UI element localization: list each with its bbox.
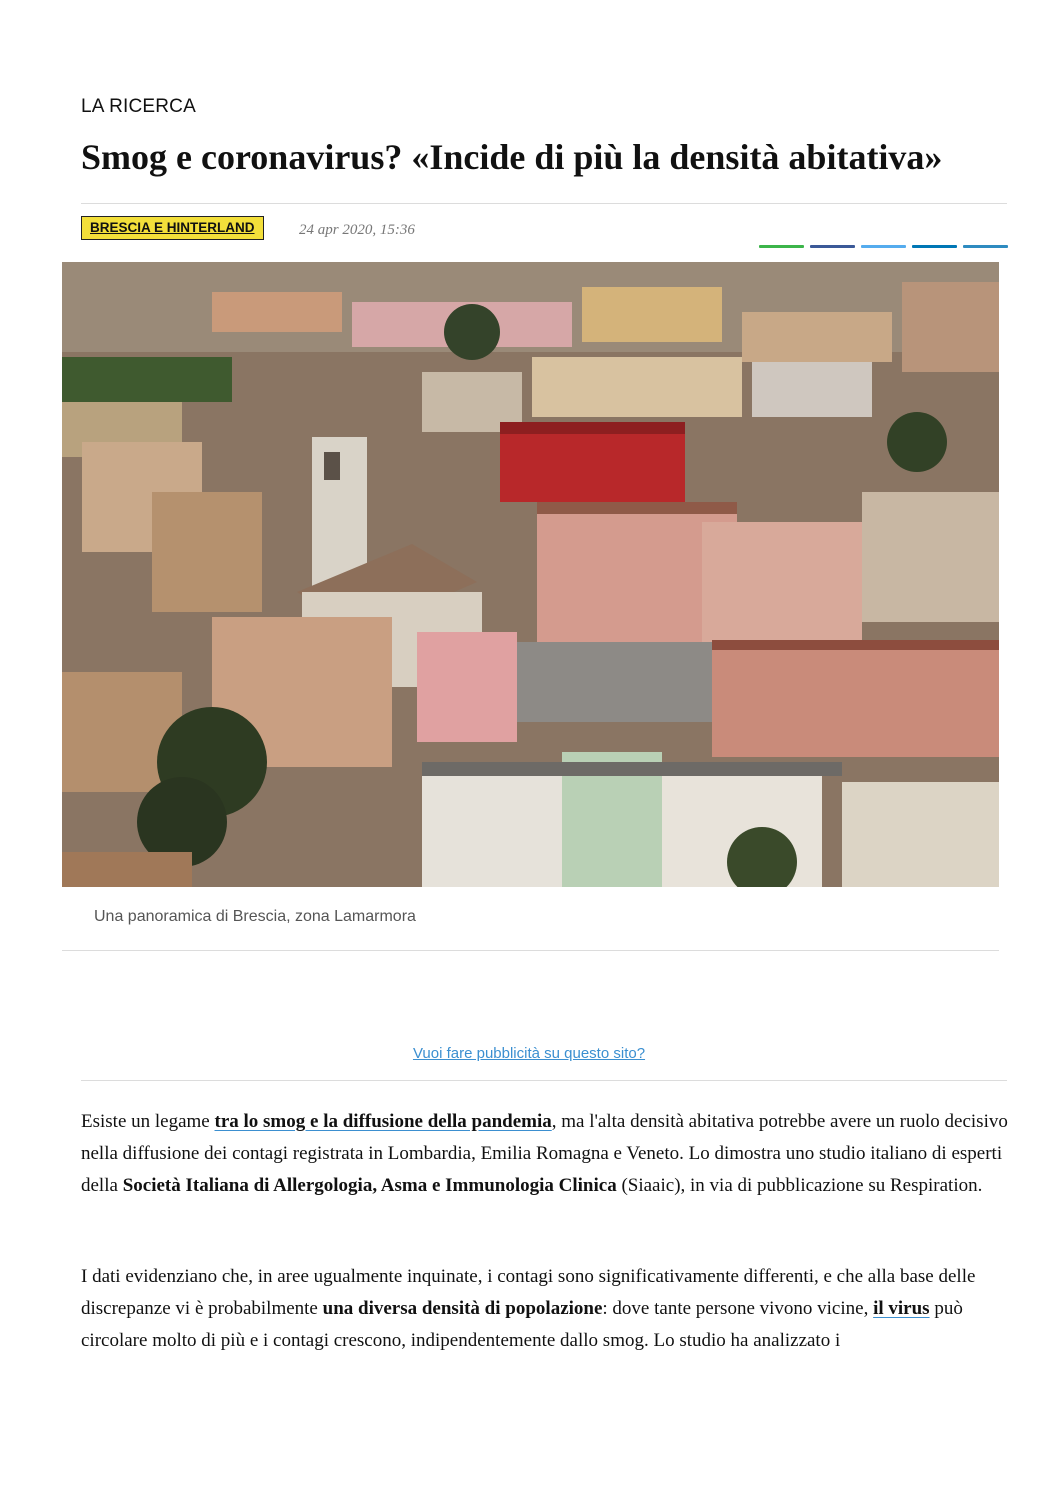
share-telegram-button[interactable] (963, 245, 1008, 248)
share-linkedin-button[interactable] (912, 245, 957, 248)
ad-divider (81, 1080, 1007, 1081)
share-green-button[interactable] (759, 245, 804, 248)
publish-date: 24 apr 2020, 15:36 (299, 222, 415, 238)
article-paragraph-2 (81, 1261, 1011, 1357)
caption-divider (62, 950, 999, 951)
share-facebook-button[interactable] (810, 245, 855, 248)
advertising-link[interactable]: Vuoi fare pubblicità su questo sito? (412, 1045, 646, 1062)
kicker: LA RICERCA (81, 96, 196, 117)
image-caption: Una panoramica di Brescia, zona Lamarmora (94, 908, 416, 925)
text-run: (Siaaic), in via di pubblicazione su Respiration. (616, 1175, 983, 1196)
headline: Smog e coronavirus? «Incide di più la densità abitativa» (81, 137, 943, 177)
header-divider (81, 203, 1007, 204)
bold-population-density: una diversa densità di popolazione (322, 1298, 603, 1319)
inline-link-virus[interactable]: il virus (873, 1298, 930, 1319)
text-run: , ma l'alta densità abitativa potrebbe avere un ruolo decisivo nella diffusione dei contagi registrata in Lombardia, Emilia Romagna e Veneto. Lo dimostra uno studio italiano di esperti della (81, 1111, 1008, 1196)
text-run: Esiste un legame (81, 1111, 215, 1132)
text-run: I dati evidenziano che, in aree ugualmente inquinate, i contagi sono significativamente differenti, e che alla base delle discrepanze vi è probabilmente (81, 1266, 976, 1319)
article-photo (62, 262, 999, 887)
text-run: può circolare molto di più e i contagi crescono, indipendentemente dallo smog. Lo studio ha analizzato i (81, 1298, 963, 1351)
share-twitter-button[interactable] (861, 245, 906, 248)
inline-link-smog-pandemic[interactable]: tra lo smog e la diffusione della pandemia (214, 1111, 552, 1132)
city-panorama-image (62, 262, 999, 887)
section-tag-link[interactable]: BRESCIA E HINTERLAND (81, 216, 264, 240)
text-run: : dove tante persone vivono vicine, (602, 1298, 874, 1319)
bold-siaaic: Società Italiana di Allergologia, Asma e Immunologia Clinica (122, 1175, 617, 1196)
article-paragraph-1 (81, 1106, 1011, 1202)
